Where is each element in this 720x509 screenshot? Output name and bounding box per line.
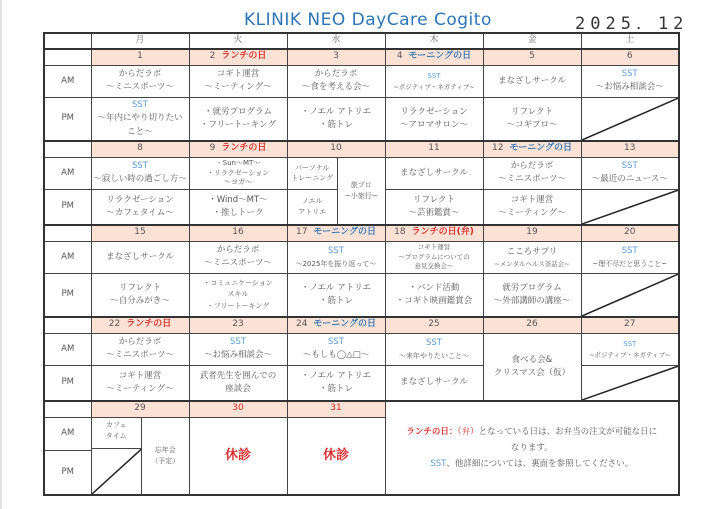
date-cell: 20 xyxy=(581,225,679,242)
program-cell: SST ～来年やりたいこと～ xyxy=(385,333,483,365)
am-row xyxy=(44,157,679,189)
empty-slash-cell xyxy=(581,97,679,141)
morning-tag: モーニングの日 xyxy=(408,51,472,62)
pm-label: PM xyxy=(44,97,91,141)
date-cell: 27 xyxy=(581,317,679,334)
date-cell: 1 xyxy=(91,49,189,66)
date-cell: 25 xyxy=(385,317,483,334)
program-cell: ・コミュニケーション スキル ・フリートーキング xyxy=(189,273,287,317)
program-cell: からだラボ ～食を考える会～ xyxy=(287,65,385,97)
date-row xyxy=(44,49,679,66)
date-label-cell xyxy=(44,225,91,242)
empty-slash-cell xyxy=(92,449,141,494)
program-cell: SST ~ポジティブ・ネガティブ~ xyxy=(581,333,679,365)
program-cell: コギト運営 ～ミーティング～ xyxy=(189,65,287,97)
date-row xyxy=(44,225,679,242)
date-cell: 24 モーニングの日 xyxy=(287,317,385,334)
date-cell: 17 モーニングの日 xyxy=(287,225,385,242)
date-cell: 3 xyxy=(287,49,385,66)
program-cell: ・ノエル アトリエ ・筋トレ xyxy=(287,97,385,141)
lunch-bento-tag: ランチの日(弁) xyxy=(411,227,474,238)
program-cell-split: パーソナル トレーニング ノエル アトリエ 旅プロ ~小旅行~ xyxy=(287,157,385,225)
weekday-mon: 月 xyxy=(91,33,189,49)
program-cell: SST ～年内にやり切りたい こと～ xyxy=(91,97,189,141)
date-label-cell xyxy=(44,49,91,66)
date-cell: 5 xyxy=(483,49,581,66)
program-cell: ・バンド活動 ・コギト映画鑑賞会 xyxy=(385,273,483,317)
program-cell: ・ノエル アトリエ ・筋トレ xyxy=(287,365,385,401)
am-row xyxy=(44,241,679,273)
program-cell: こころサプリ ~メンタルヘルス茶話会~ xyxy=(483,241,581,273)
program-cell: リフレクト ～自分みがき～ xyxy=(91,273,189,317)
program-cell-merged: 食べる会& クリスマス会（仮） xyxy=(483,333,581,401)
program-cell: SST ～お悩み相談会～ xyxy=(189,333,287,365)
program-cell: ・ノエル アトリエ ・筋トレ xyxy=(287,273,385,317)
program-cell: からだラボ ～ミニスポーツ～ xyxy=(483,157,581,189)
date-row xyxy=(44,317,679,334)
program-cell: リフレクト ～芸術鑑賞～ xyxy=(385,189,483,225)
closed-cell: 休診 xyxy=(287,417,385,495)
date-cell: 2 ランチの日 xyxy=(189,49,287,66)
program-cell: リラクゼーション ～カフェタイム～ xyxy=(91,189,189,225)
date-cell: 12 モーニングの日 xyxy=(483,141,581,158)
date-cell: 16 xyxy=(189,225,287,242)
lunch-tag: ランチの日 xyxy=(126,319,172,330)
date-label-cell xyxy=(44,317,91,334)
program-cell: まなざしサークル xyxy=(483,65,581,97)
am-label: AM xyxy=(44,241,91,273)
program-cell: まなざしサークル xyxy=(385,365,483,401)
empty-slash-cell xyxy=(581,273,679,317)
weekday-header-row xyxy=(44,33,679,49)
date-cell: 13 xyxy=(581,141,679,158)
program-cell: SST ～お悩み相談会～ xyxy=(581,65,679,97)
program-cell: SST ～最近のニュース～ xyxy=(581,157,679,189)
corner-cell xyxy=(44,33,91,49)
weekday-wed: 水 xyxy=(287,33,385,49)
program-cell: コギト運営 ～ミーティング～ xyxy=(91,365,189,401)
pm-row xyxy=(44,97,679,141)
date-cell: 23 xyxy=(189,317,287,334)
pm-row xyxy=(44,273,679,317)
program-cell: SST ～寂しい時の過ごし方～ xyxy=(91,157,189,189)
year-month: 2025．12 xyxy=(575,14,689,34)
page-edge xyxy=(0,0,2,509)
weekday-tue: 火 xyxy=(189,33,287,49)
am-label: AM xyxy=(44,157,91,189)
program-cell: SST ~ポジティブ・ネガティブ~ xyxy=(385,65,483,97)
program-cell: まなざしサークル xyxy=(385,157,483,189)
notes-cell: ランチの日：（弁）となっている日は、お弁当の注文が可能な日に なります。 SST、他詳細については、裏面を参照してください。 xyxy=(385,401,679,495)
program-cell: リラクゼーション ～アロマサロン～ xyxy=(385,97,483,141)
am-label: AM xyxy=(44,333,91,365)
am-row xyxy=(44,65,679,97)
am-label: AM xyxy=(44,417,91,450)
lunch-tag: ランチの日 xyxy=(221,51,267,62)
program-cell: ・Sun～MT～ ・リラクゼーション ～ヨガ～ xyxy=(189,157,287,189)
pm-label: PM xyxy=(44,273,91,317)
closed-cell: 休診 xyxy=(189,417,287,495)
date-row xyxy=(44,401,679,418)
date-cell: 18 ランチの日(弁) xyxy=(385,225,483,242)
lunch-note-label: ランチの日： xyxy=(406,426,458,437)
date-cell: 29 xyxy=(91,401,189,418)
program-cell: コギト運営 ～ミーティング～ xyxy=(483,189,581,225)
date-cell: 8 xyxy=(91,141,189,158)
program-cell: SST ～2025年を振り返って～ xyxy=(287,241,385,273)
pm-label: PM xyxy=(44,450,91,495)
program-cell: 就労プログラム ～外部講師の講座～ xyxy=(483,273,581,317)
date-cell: 26 xyxy=(483,317,581,334)
calendar-table xyxy=(43,32,680,496)
weekday-sat: 土 xyxy=(581,33,679,49)
pm-label: PM xyxy=(44,365,91,401)
program-cell: ・就労プログラム ・フリートーキング xyxy=(189,97,287,141)
date-cell: 30 xyxy=(189,401,287,418)
pm-row xyxy=(44,365,679,401)
morning-tag: モーニングの日 xyxy=(313,227,376,238)
date-cell: 22 ランチの日 xyxy=(91,317,189,334)
program-cell: SST ~理不尽だと思うこと~ xyxy=(581,241,679,273)
weekday-thu: 木 xyxy=(385,33,483,49)
date-cell: 6 xyxy=(581,49,679,66)
am-label: AM xyxy=(44,65,91,97)
empty-slash-cell xyxy=(581,365,679,401)
date-cell: 31 xyxy=(287,401,385,418)
program-cell: ・Wind～MT～ ・推しトーク xyxy=(189,189,287,225)
date-cell: 15 xyxy=(91,225,189,242)
pm-label: PM xyxy=(44,189,91,225)
program-cell: コギト運営 ～プログラムについての 意見交換会～ xyxy=(385,241,483,273)
am-row xyxy=(44,333,679,365)
program-cell: からだラボ ～ミニスポーツ～ xyxy=(91,65,189,97)
lunch-tag: ランチの日 xyxy=(221,143,267,154)
empty-slash-cell xyxy=(581,189,679,225)
date-cell: 4 モーニングの日 xyxy=(385,49,483,66)
date-cell: 19 xyxy=(483,225,581,242)
date-label-cell xyxy=(44,141,91,158)
weekday-fri: 金 xyxy=(483,33,581,49)
date-label-cell xyxy=(44,401,91,418)
date-cell: 10 xyxy=(287,141,385,158)
program-cell: 武者先生を囲んでの 座談会 xyxy=(189,365,287,401)
date-row xyxy=(44,141,679,158)
program-cell: SST ～もしも◯△□～ xyxy=(287,333,385,365)
date-cell: 9 ランチの日 xyxy=(189,141,287,158)
program-cell: リフレクト ～コギプロ～ xyxy=(483,97,581,141)
morning-tag: モーニングの日 xyxy=(509,143,572,154)
morning-tag: モーニングの日 xyxy=(313,319,376,330)
program-cell: まなざしサークル xyxy=(91,241,189,273)
program-cell: からだラボ ～ミニスポーツ～ xyxy=(91,333,189,365)
program-cell: からだラボ ～ミニスポーツ～ xyxy=(189,241,287,273)
date-cell: 11 xyxy=(385,141,483,158)
program-cell-split: カフェ タイム 忘年会 （予定） xyxy=(91,417,189,495)
page-title: KLINIK NEO DayCare Cogito xyxy=(244,10,492,30)
